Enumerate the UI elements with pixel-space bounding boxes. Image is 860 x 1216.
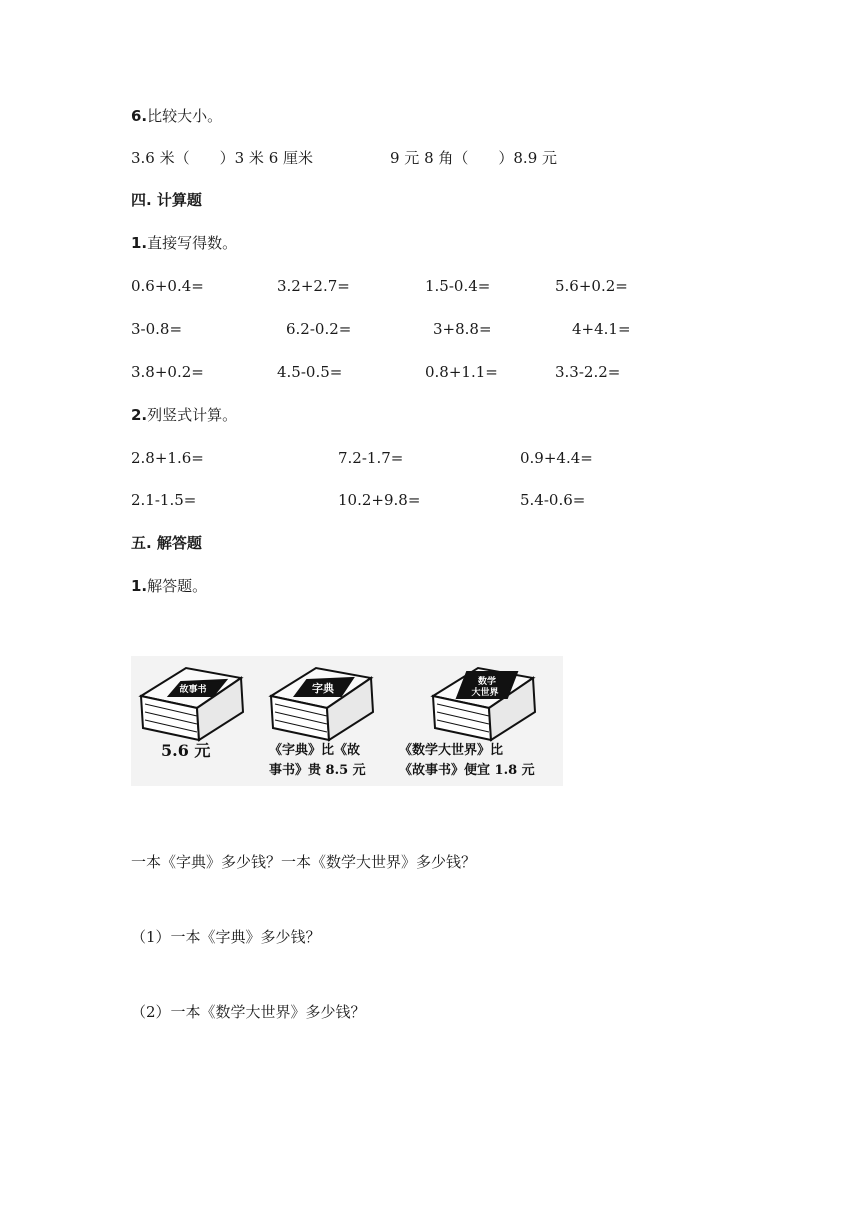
s4-q1-title: 直接写得数。 — [147, 234, 238, 252]
book1-price-label: 5.6 元 — [161, 741, 211, 760]
calc-item: 6.2-0.2= — [286, 320, 352, 338]
calc-item: 3-0.8= — [131, 320, 183, 338]
books-figure — [131, 656, 563, 786]
s4-q2-heading — [131, 405, 237, 425]
word-problem-question: 一本《字典》多少钱？一本《数学大世界》多少钱？ — [131, 853, 477, 871]
q6-heading — [131, 106, 222, 126]
calc-item: 1.5-0.4= — [425, 277, 491, 295]
book3-caption-1: 《数学大世界》比 — [399, 743, 504, 758]
q6-title: 比较大小。 — [147, 107, 223, 125]
s4-q1-number: 1. — [131, 234, 148, 252]
sub-question-1: （1）一本《字典》多少钱？ — [131, 928, 321, 946]
calc-item: 3.3-2.2= — [555, 363, 621, 381]
s5-q1-title: 解答题。 — [147, 577, 208, 595]
book2-caption-2: 事书》贵 8.5 元 — [269, 763, 366, 778]
vertical-calc-item: 2.1-1.5= — [131, 491, 197, 509]
calc-item: 3.2+2.7= — [277, 277, 350, 295]
s4-q1-heading — [131, 233, 237, 253]
book3-caption-2: 《故事书》便宜 1.8 元 — [399, 763, 535, 778]
s5-q1-number: 1. — [131, 577, 148, 595]
vertical-calc-item: 10.2+9.8= — [338, 491, 421, 509]
book2-caption-1: 《字典》比《故 — [269, 743, 361, 758]
vertical-calc-item: 0.9+4.4= — [520, 449, 593, 467]
q6-item-1: 3.6 米（ ）3 米 6 厘米 — [131, 149, 314, 167]
book2-cover-title: 字典 — [312, 682, 334, 695]
calc-item: 4.5-0.5= — [277, 363, 343, 381]
sub-question-2: （2）一本《数学大世界》多少钱？ — [131, 1003, 366, 1021]
vertical-calc-item: 7.2-1.7= — [338, 449, 404, 467]
section5-heading: 五. 解答题 — [131, 534, 202, 552]
book1-cover-title: 故事书 — [179, 685, 207, 695]
dictionary-icon — [271, 668, 373, 740]
q6-number: 6. — [131, 107, 148, 125]
vertical-calc-item: 2.8+1.6= — [131, 449, 204, 467]
calc-item: 3+8.8= — [433, 320, 492, 338]
calc-item: 4+4.1= — [572, 320, 631, 338]
s4-q2-title: 列竖式计算。 — [147, 406, 238, 424]
story-book-icon — [141, 668, 243, 740]
calc-item: 0.8+1.1= — [425, 363, 498, 381]
s5-q1-heading — [131, 576, 207, 596]
calc-item: 0.6+0.4= — [131, 277, 204, 295]
book3-cover-title-1: 数学 — [477, 677, 497, 687]
calc-item: 5.6+0.2= — [555, 277, 628, 295]
book3-cover-title-2: 大世界 — [471, 688, 499, 698]
calc-item: 3.8+0.2= — [131, 363, 204, 381]
vertical-calc-item: 5.4-0.6= — [520, 491, 586, 509]
section4-heading: 四. 计算题 — [131, 191, 202, 209]
q6-item-2: 9 元 8 角（ ）8.9 元 — [390, 149, 558, 167]
s4-q2-number: 2. — [131, 406, 148, 424]
